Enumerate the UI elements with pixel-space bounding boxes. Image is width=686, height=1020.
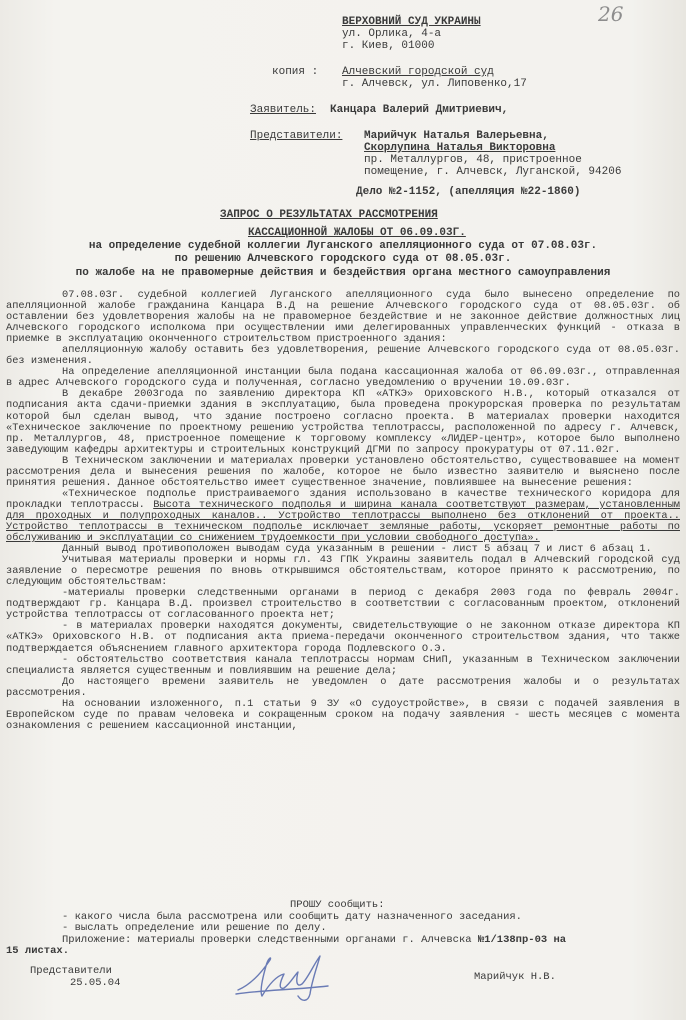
paragraph-3: На определение апелляционной инстанции была подана кассационная жалоба от 06.09.03г., отправленная в адрес Алчевского городского суда и полученная, согласно уведомлению о вручении 10.09.03г. — [6, 366, 680, 390]
paragraph-11: - обстоятельство соответствия канала теплотрассы нормам СНиП, указанным в Техническом заключении специалиста является существенным и повлиявшим на решение дела; — [6, 653, 680, 677]
request-item-2: - выслать определение или решение по делу. — [62, 922, 327, 934]
addressee-line1: ул. Орлика, 4-а — [342, 28, 442, 40]
request-item-1: - какого числа была рассмотрена или сообщить дату назначенного заседания. — [62, 911, 522, 923]
paragraph-5: В Техническом заключении и материалах проверки установлено обстоятельство, существовавшее на момент рассмотрения дела и вынесения решения по жалобе, которое не было известно заявителю и выяснено после принятия решения. Данное обстоятельство имеет существенное значение, повлиявшее на вынесение решения: — [6, 454, 680, 489]
footer-date: 25.05.04 — [70, 977, 121, 989]
paragraph-6 — [6, 489, 680, 544]
attachment-sheets: 15 листах. — [6, 945, 70, 957]
addressee-block — [342, 16, 481, 52]
paragraph-2: апелляционную жалобу оставить без удовлетворения, решение Алчевского городского суда от 08.05.03г. без изменения. — [6, 344, 680, 368]
paragraph-10: - в материалах проверки находятся документы, свидетельствующие о не законном отказе директора КП «АТКЭ» Ориховского Н.В. от подписания акта приема-передачи оконченного строительством здания, что также подтверждается объяснением главного архитектора города Подлевского О.Э. — [6, 620, 680, 655]
copy-block — [342, 66, 527, 90]
paragraph-8: Учитывая материалы проверки и нормы гл. 43 ГПК Украины заявитель подал в Алчевский городской суд заявление о пересмотре решения по вновь открывшимся обстоятельствам, которое принято к рассмотрению, по следующим обстоятельствам: — [6, 554, 680, 589]
paragraph-4: В декабре 2003года по заявлению директора КП «АТКЭ» Ориховского Н.В., который отказался от подписания акта сдачи-приемки здания в эксплуатацию, была проведена прокурорская проверка по результатам которой был сделан вывод, что здание построено согласно проекта. В материалах проверки находится «Техническое заключение по проектному решению устройства теплотрассы, расположенной по адресу г. Алчевск, пр. Металлургов, 48, пристроенное помещение к торговому комплексу «ЛИДЕР-центр», которое было выполнено заведующим кафедры архитектуры и строительных конструкций ДГМИ по запросу прокуратуры от 07.11.02г. — [6, 388, 680, 456]
representative-name-2: Скорлупина Наталья Викторовна — [364, 142, 556, 154]
paragraph-7: Данный вывод противоположен выводам суда указанным в решении - лист 5 абзац 7 и лист 6 абзац 1. — [62, 543, 652, 556]
title-line-2: КАССАЦИОННОЙ ЖАЛОБЫ ОТ 06.09.03Г. — [248, 227, 466, 239]
signer-name: Марийчук Н.В. — [474, 971, 556, 983]
paragraph-13: На основании изложенного, п.1 статьи 9 ЗУ «О судоустройстве», в связи с подачей заявления в Европейском суде по правам человека и сокращенным сроком на подачу заявления - шесть месяцев с момента ознакомления с решением кассационной инстанции, — [6, 697, 680, 732]
quote-part-2-underlined: Высота технического подполья и ширина канала соответствуют размерам, установленным для проходных и полупроходных каналов.. Устройство теплотрассы выполнено без отклонений от проекта.. Устройство теплотрассы в техническом подполье исключает земляные работы, ускоряет ремонтные работы по обслуживанию и эксплуатации со снижением трудоемкости при условии свободного доступа». — [6, 498, 680, 545]
request-heading: ПРОШУ сообщить: — [290, 899, 385, 911]
case-number: Дело №2-1152, (апелляция №22-1860) — [356, 186, 581, 198]
addressee-line2: г. Киев, 01000 — [342, 40, 435, 52]
title-line-3: на определение судебной коллегии Луганского апелляционного суда от 07.08.03г. — [88, 240, 598, 252]
addressee-name: ВЕРХОВНИЙ СУД УКРАИНЫ — [342, 16, 481, 28]
representatives-address-2: помещение, г. Алчевск, Луганской, 94206 — [364, 166, 622, 178]
paragraph-9: -материалы проверки следственными органами в период с декабря 2003 года по февраль 2004г. подтверждают гр. Канцара В.Д. произвел строительство в соответствии с согласованным проектом, отклонений устройства теплотрассы от согласованного проекта нет; — [6, 587, 680, 622]
letter-body — [6, 290, 680, 732]
applicant-label: Заявитель: — [250, 104, 317, 116]
attachment-number: №1/138пр-03 на — [477, 934, 567, 946]
copy-label: копия : — [272, 66, 319, 78]
copy-name: Алчевский городской суд — [342, 66, 494, 78]
title-line-4: по решению Алчевского городского суда от 08.05.03г. — [174, 253, 512, 265]
representative-name-1: Марийчук Наталья Валерьевна, — [364, 130, 549, 142]
attachment-text: Приложение: материалы проверки следственными органами г. Алчевска — [62, 934, 478, 946]
representatives-footer-label: Представители — [30, 965, 112, 977]
paragraph-12: До настоящего времени заявитель не уведомлен о дате рассмотрения жалобы и о результатах рассмотрения. — [6, 675, 680, 699]
representatives-label: Представители: — [250, 130, 343, 142]
representatives-block — [364, 130, 621, 178]
copy-address: г. Алчевск, ул. Липовенко,17 — [342, 78, 527, 90]
representatives-address-1: пр. Металлургов, 48, пристроенное — [364, 154, 582, 166]
title-line-5: по жалобе на не правомерные действия и бездействия органа местного самоуправления — [75, 267, 611, 279]
attachment-line — [62, 935, 566, 946]
quote-part-1: «Техническое подполье пристраиваемого здания использовано в качестве технического коридора для прокладки теплотрассы. — [6, 487, 680, 511]
applicant-name: Канцара Валерий Дмитриевич, — [330, 104, 509, 116]
paragraph-1: 07.08.03г. судебной коллегией Луганского апелляционного суда было вынесено определение по апелляционной жалобе гражданина Канцара В.Д на решение Алчевского городского суда от 08.05.03г. об оставлении без удовлетворения жалобы на не правомерное бездействие и не законное действие должностных лиц Алчевского городского исполкома при осуществлении ими делегированных управленческих функций - отказа в приемке в эксплуатацию оконченного строительством пристроенного здания: — [6, 289, 680, 346]
document-title: ЗАПРОС О РЕЗУЛЬТАТАХ РАССМОТРЕНИЯ — [220, 209, 438, 221]
handwritten-signature — [232, 950, 332, 1006]
page-number: 26 — [598, 2, 624, 26]
